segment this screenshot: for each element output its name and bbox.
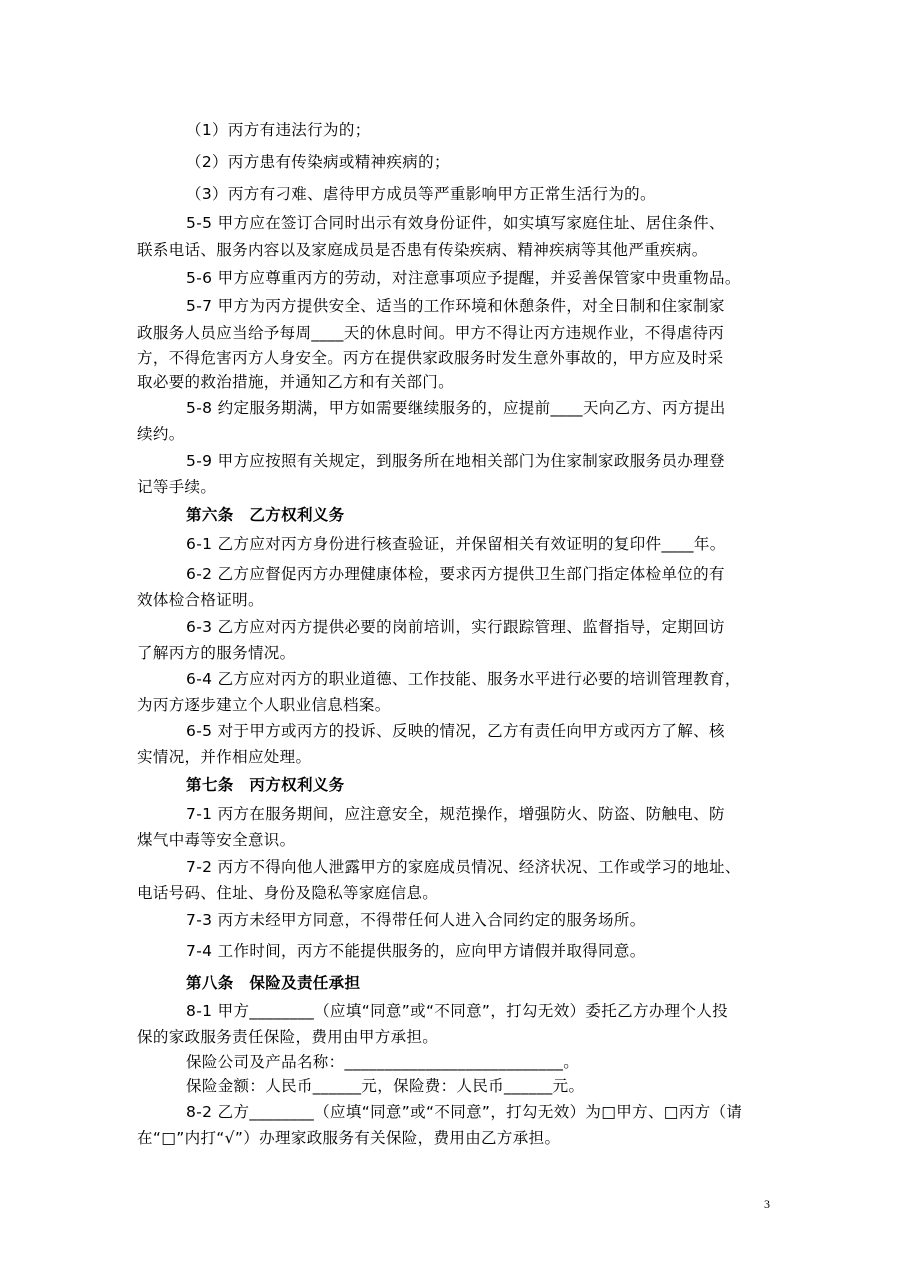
text-line: 7-2 丙方不得向他人泄露甲方的家庭成员情况、经济状况、工作或学习的地址、	[186, 858, 741, 876]
text-line: 记等手续。	[137, 478, 217, 496]
text-line: 6-2 乙方应督促丙方办理健康体检，要求丙方提供卫生部门指定体检单位的有	[186, 565, 725, 583]
text-line: 联系电话、服务内容以及家庭成员是否患有传染疾病、精神疾病等其他严重疾病。	[137, 241, 708, 259]
text-line: （2）丙方患有传染病或精神疾病的；	[186, 153, 450, 171]
text-line: 6-3 乙方应对丙方提供必要的岗前培训，实行跟踪管理、监督指导，定期回访	[186, 618, 725, 636]
text-line: 方，不得危害丙方人身安全。丙方在提供家政服务时发生意外事故的，甲方应及时采	[137, 349, 724, 367]
page-number: 3	[764, 1197, 770, 1211]
text-line: 5-6 甲方应尊重丙方的劳动，对注意事项应予提醒，并妥善保管家中贵重物品。	[186, 269, 741, 287]
text-line: 实情况，并作相应处理。	[137, 748, 312, 766]
text-line: 电话号码、住址、身份及隐私等家庭信息。	[137, 884, 439, 902]
text-line: 效体检合格证明。	[137, 591, 264, 609]
text-line: （3）丙方有刁难、虐待甲方成员等严重影响甲方正常生活行为的。	[186, 185, 656, 203]
section-heading: 第六条 乙方权利义务	[186, 506, 345, 524]
text-line: 保险公司及产品名称：___________________________。	[186, 1053, 580, 1071]
text-line: 5-5 甲方应在签订合同时出示有效身份证件，如实填写家庭住址、居住条件、	[186, 214, 725, 232]
text-line: 取必要的救治措施，并通知乙方和有关部门。	[137, 373, 455, 391]
text-line: 保的家政服务责任保险，费用由甲方承担。	[137, 1028, 439, 1046]
text-line: 7-3 丙方未经甲方同意，不得带任何人进入合同约定的服务场所。	[186, 911, 646, 929]
text-line: 6-1 乙方应对丙方身份进行核查验证，并保留相关有效证明的复印件____年。	[186, 535, 726, 553]
text-line: 了解丙方的服务情况。	[137, 644, 296, 662]
text-line: 6-5 对于甲方或丙方的投诉、反映的情况，乙方有责任向甲方或丙方了解、核	[186, 722, 725, 740]
text-line: 5-8 约定服务期满，甲方如需要继续服务的，应提前____天向乙方、丙方提出	[186, 399, 726, 417]
text-line: （1）丙方有违法行为的；	[186, 121, 371, 139]
text-line: 煤气中毒等安全意识。	[137, 831, 296, 849]
section-heading: 第七条 丙方权利义务	[186, 776, 345, 794]
text-line: 7-1 丙方在服务期间，应注意安全，规范操作，增强防火、防盗、防触电、防	[186, 805, 725, 823]
text-line: 6-4 乙方应对丙方的职业道德、工作技能、服务水平进行必要的培训管理教育，	[186, 670, 741, 688]
text-line: 8-1 甲方________（应填“同意”或“不同意”，打勾无效）委托乙方办理个人投	[186, 1002, 729, 1020]
text-line: 7-4 工作时间，丙方不能提供服务的，应向甲方请假并取得同意。	[186, 942, 646, 960]
text-line: 续约。	[137, 425, 185, 443]
text-line: 5-7 甲方为丙方提供安全、适当的工作环境和休憩条件，对全日制和住家制家	[186, 297, 725, 315]
text-line: 为丙方逐步建立个人职业信息档案。	[137, 696, 391, 714]
section-heading: 第八条 保险及责任承担	[186, 974, 361, 992]
text-line: 在“□”内打“√”）办理家政服务有关保险，费用由乙方承担。	[137, 1129, 561, 1147]
text-line: 5-9 甲方应按照有关规定，到服务所在地相关部门为住家制家政服务员办理登	[186, 452, 725, 470]
text-line: 8-2 乙方________（应填“同意”或“不同意”，打勾无效）为□甲方、□丙方（请	[186, 1103, 743, 1121]
text-line: 保险金额：人民币______元，保险费：人民币______元。	[186, 1077, 585, 1095]
text-line: 政服务人员应当给予每周____天的休息时间。甲方不得让丙方违规作业，不得虐待丙	[137, 324, 725, 342]
